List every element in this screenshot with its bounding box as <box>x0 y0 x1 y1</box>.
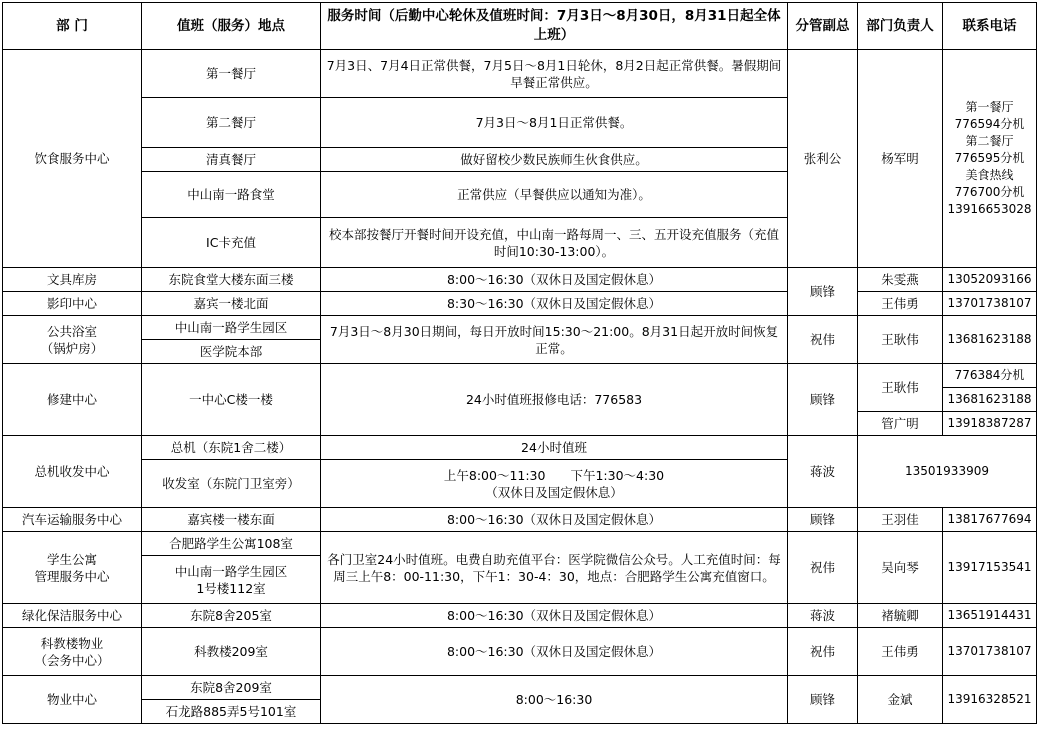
table-row <box>3 604 1037 628</box>
dept-cell: 总机收发中心 <box>3 436 142 508</box>
location-cell: 东院8舍205室 <box>142 604 321 628</box>
time-cell: 8:00～16:30（双休日及国定假休息） <box>321 628 788 676</box>
header-head: 部门负责人 <box>858 3 943 50</box>
head-cell: 金斌 <box>858 676 943 724</box>
time-cell: 7月3日、7月4日正常供餐，7月5日～8月1日轮休，8月2日起正常供餐。暑假期间早餐正常供应。 <box>321 50 788 98</box>
phone-line: 776595分机 <box>954 151 1025 165</box>
phone-line: 776700分机 <box>954 185 1025 199</box>
head-cell: 王耿伟 <box>858 316 943 364</box>
location-cell: 东院食堂大楼东面三楼 <box>142 268 321 292</box>
vp-cell: 祝伟 <box>788 316 858 364</box>
header-location: 值班（服务）地点 <box>142 3 321 50</box>
location-cell <box>142 556 321 604</box>
phone-cell: 13681623188 <box>943 316 1037 364</box>
table-row <box>3 676 1037 700</box>
dept-line: 管理服务中心 <box>34 568 110 584</box>
head-cell: 王伟勇 <box>858 292 943 316</box>
phone-line: 776594分机 <box>954 117 1025 131</box>
duty-schedule-table <box>2 2 1037 724</box>
head-cell: 王伟勇 <box>858 628 943 676</box>
location-cell: 第一餐厅 <box>142 50 321 98</box>
location-line: 1号楼112室 <box>196 580 266 596</box>
dept-line: （锅炉房） <box>40 340 104 356</box>
time-cell: 8:00～16:30（双休日及国定假休息） <box>321 604 788 628</box>
table-row <box>3 292 1037 316</box>
header-dept: 部 门 <box>3 3 142 50</box>
time-cell: 校本部按餐厅开餐时间开设充值，中山南一路每周一、三、五开设充值服务（充值时间10:30-13:00）。 <box>321 218 788 268</box>
phone-line: 第二餐厅 <box>965 134 1014 148</box>
time-cell: 7月3日～8月1日正常供餐。 <box>321 98 788 148</box>
location-cell: 中山南一路食堂 <box>142 172 321 218</box>
location-cell: IC卡充值 <box>142 218 321 268</box>
phone-line: 美食热线 <box>965 168 1014 182</box>
table-row <box>3 508 1037 532</box>
table-row <box>3 628 1037 676</box>
time-cell: 正常供应（早餐供应以通知为准）。 <box>321 172 788 218</box>
time-cell: 7月3日～8月30日期间，每日开放时间15:30～21:00。8月31日起开放时间恢复正常。 <box>321 316 788 364</box>
time-cell: 8:00～16:30（双休日及国定假休息） <box>321 268 788 292</box>
time-cell: 8:00～16:30（双休日及国定假休息） <box>321 508 788 532</box>
dept-cell: 汽车运输服务中心 <box>3 508 142 532</box>
location-cell: 医学院本部 <box>142 340 321 364</box>
dept-cell: 文具库房 <box>3 268 142 292</box>
head-cell: 吴向琴 <box>858 532 943 604</box>
phone-cell: 13918387287 <box>943 412 1037 436</box>
head-cell: 王羽佳 <box>858 508 943 532</box>
location-cell: 总机（东院1舍二楼） <box>142 436 321 460</box>
table-row <box>3 268 1037 292</box>
phone-cell: 13701738107 <box>943 292 1037 316</box>
vp-cell: 蒋波 <box>788 436 858 508</box>
phone-cell: 13501933909 <box>858 436 1037 508</box>
location-cell: 嘉宾一楼北面 <box>142 292 321 316</box>
vp-cell: 张利公 <box>788 50 858 268</box>
phone-cell: 13701738107 <box>943 628 1037 676</box>
table-row <box>3 436 1037 460</box>
location-cell: 收发室（东院门卫室旁） <box>142 460 321 508</box>
phone-line: 13916653028 <box>947 202 1032 216</box>
head-cell: 杨军明 <box>858 50 943 268</box>
dept-cell: 物业中心 <box>3 676 142 724</box>
location-line: 中山南一路学生园区 <box>174 563 288 579</box>
time-line: （双休日及国定假休息） <box>485 484 623 500</box>
time-cell: 做好留校少数民族师生伙食供应。 <box>321 148 788 172</box>
table-row <box>3 532 1037 556</box>
phone-cell: 13917153541 <box>943 532 1037 604</box>
dept-cell <box>3 532 142 604</box>
vp-cell: 祝伟 <box>788 628 858 676</box>
vp-cell: 顾锋 <box>788 676 858 724</box>
phone-cell: 13817677694 <box>943 508 1037 532</box>
table-row <box>3 364 1037 388</box>
time-cell <box>321 460 788 508</box>
dept-line: 科教楼物业 <box>40 635 104 651</box>
dept-line: （会务中心） <box>34 652 110 668</box>
dept-cell: 修建中心 <box>3 364 142 436</box>
vp-cell: 蒋波 <box>788 604 858 628</box>
phone-cell: 13681623188 <box>943 388 1037 412</box>
time-line: 上午8:00～11:30 下午1:30～4:30 <box>443 467 665 483</box>
head-cell: 王耿伟 <box>858 364 943 412</box>
vp-cell: 顾锋 <box>788 508 858 532</box>
header-phone: 联系电话 <box>943 3 1037 50</box>
time-cell: 各门卫室24小时值班。电费自助充值平台：医学院微信公众号。人工充值时间：每周三上午8：00-11:30，下午1：30-4：30，地点：合肥路学生公寓充值窗口。 <box>321 532 788 604</box>
location-cell: 东院8舍209室 <box>142 676 321 700</box>
dept-food: 饮食服务中心 <box>3 50 142 268</box>
dept-cell <box>3 628 142 676</box>
table-row <box>3 316 1037 340</box>
time-cell: 24小时值班报修电话：776583 <box>321 364 788 436</box>
location-cell: 石龙路885弄5号101室 <box>142 700 321 724</box>
dept-line: 学生公寓 <box>46 551 97 567</box>
time-cell: 8:00～16:30 <box>321 676 788 724</box>
time-cell: 24小时值班 <box>321 436 788 460</box>
phone-cell <box>943 50 1037 268</box>
location-cell: 中山南一路学生园区 <box>142 316 321 340</box>
location-cell: 一中心C楼一楼 <box>142 364 321 436</box>
phone-cell: 13916328521 <box>943 676 1037 724</box>
location-cell: 嘉宾楼一楼东面 <box>142 508 321 532</box>
header-service-time: 服务时间（后勤中心轮休及值班时间：7月3日～8月30日，8月31日起全体上班） <box>321 3 788 50</box>
location-cell: 清真餐厅 <box>142 148 321 172</box>
vp-cell: 顾锋 <box>788 268 858 316</box>
phone-cell: 13052093166 <box>943 268 1037 292</box>
header-vp: 分管副总 <box>788 3 858 50</box>
phone-line: 第一餐厅 <box>965 100 1014 114</box>
phone-cell: 776384分机 <box>943 364 1037 388</box>
location-cell: 合肥路学生公寓108室 <box>142 532 321 556</box>
dept-cell: 影印中心 <box>3 292 142 316</box>
location-cell: 第二餐厅 <box>142 98 321 148</box>
dept-line: 公共浴室 <box>46 323 97 339</box>
header-row <box>3 3 1037 50</box>
time-cell: 8:30～16:30（双休日及国定假休息） <box>321 292 788 316</box>
phone-cell: 13651914431 <box>943 604 1037 628</box>
dept-cell: 绿化保洁服务中心 <box>3 604 142 628</box>
location-cell: 科教楼209室 <box>142 628 321 676</box>
head-cell: 朱雯燕 <box>858 268 943 292</box>
head-cell: 管广明 <box>858 412 943 436</box>
vp-cell: 顾锋 <box>788 364 858 436</box>
table-row <box>3 50 1037 98</box>
dept-cell <box>3 316 142 364</box>
vp-cell: 祝伟 <box>788 532 858 604</box>
head-cell: 褚毓卿 <box>858 604 943 628</box>
